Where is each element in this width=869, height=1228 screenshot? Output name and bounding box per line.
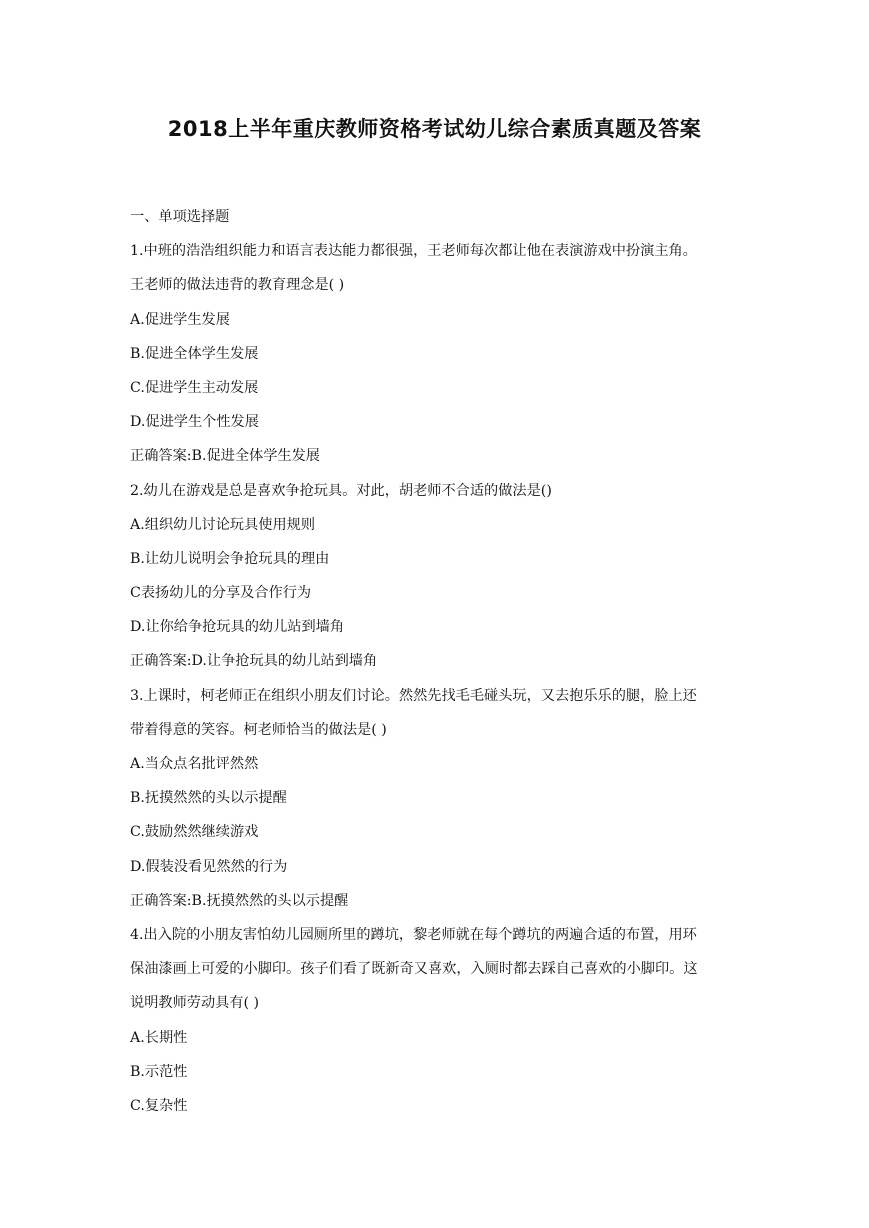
option-c: C.复杂性 [130, 1097, 188, 1114]
option-c: C.促进学生主动发展 [130, 379, 259, 396]
option-d: D.假装没看见然然的行为 [130, 858, 288, 875]
question-4 [130, 918, 770, 1123]
question-stem: 3.上课时，柯老师正在组织小朋友们讨论。然然先找毛毛碰头玩，又去抱乐乐的腿，脸上还 [130, 687, 697, 704]
section-heading: 一、单项选择题 [130, 209, 230, 225]
correct-answer: 正确答案:B.抚摸然然的头以示提醒 [130, 892, 349, 909]
option-a: A.长期性 [130, 1029, 188, 1046]
question-3 [130, 679, 770, 918]
option-b: B.让幼儿说明会争抢玩具的理由 [130, 550, 330, 567]
option-a: A.当众点名批评然然 [130, 756, 259, 772]
question-stem: 说明教师劳动具有( ) [130, 995, 260, 1012]
option-d: D.促进学生个性发展 [130, 414, 259, 431]
option-c: C表扬幼儿的分享及合作行为 [130, 585, 312, 602]
option-a: A.促进学生发展 [130, 311, 230, 328]
option-b: B.促进全体学生发展 [130, 345, 259, 362]
question-stem: 2.幼儿在游戏是总是喜欢争抢玩具。对此，胡老师不合适的做法是() [130, 482, 552, 499]
question-stem: 1.中班的浩浩组织能力和语言表达能力都很强，王老师每次都让他在表演游戏中扮演主角。 [130, 243, 697, 260]
correct-answer: 正确答案:D.让争抢玩具的幼儿站到墙角 [130, 653, 378, 670]
question-stem: 王老师的做法违背的教育理念是( ) [130, 277, 345, 294]
question-2 [130, 474, 770, 679]
option-d: D.让你给争抢玩具的幼儿站到墙角 [130, 619, 345, 636]
document-title: 2018上半年重庆教师资格考试幼儿综合素质真题及答案 [167, 117, 702, 141]
question-stem: 保油漆画上可爱的小脚印。孩子们看了既新奇又喜欢，入厕时都去踩自己喜欢的小脚印。这 [130, 961, 698, 978]
option-a: A.组织幼儿讨论玩具使用规则 [130, 516, 316, 533]
question-stem: 4.出入院的小朋友害怕幼儿园厕所里的蹲坑，黎老师就在每个蹲坑的两遍合适的布置，用环 [130, 926, 697, 943]
question-1 [130, 234, 770, 473]
option-b: B.示范性 [130, 1063, 188, 1080]
question-stem: 带着得意的笑容。柯老师恰当的做法是( ) [130, 721, 387, 738]
document-body [130, 200, 770, 1123]
option-b: B.抚摸然然的头以示提醒 [130, 790, 287, 807]
correct-answer: 正确答案:B.促进全体学生发展 [130, 448, 320, 465]
option-c: C.鼓励然然继续游戏 [130, 824, 259, 841]
